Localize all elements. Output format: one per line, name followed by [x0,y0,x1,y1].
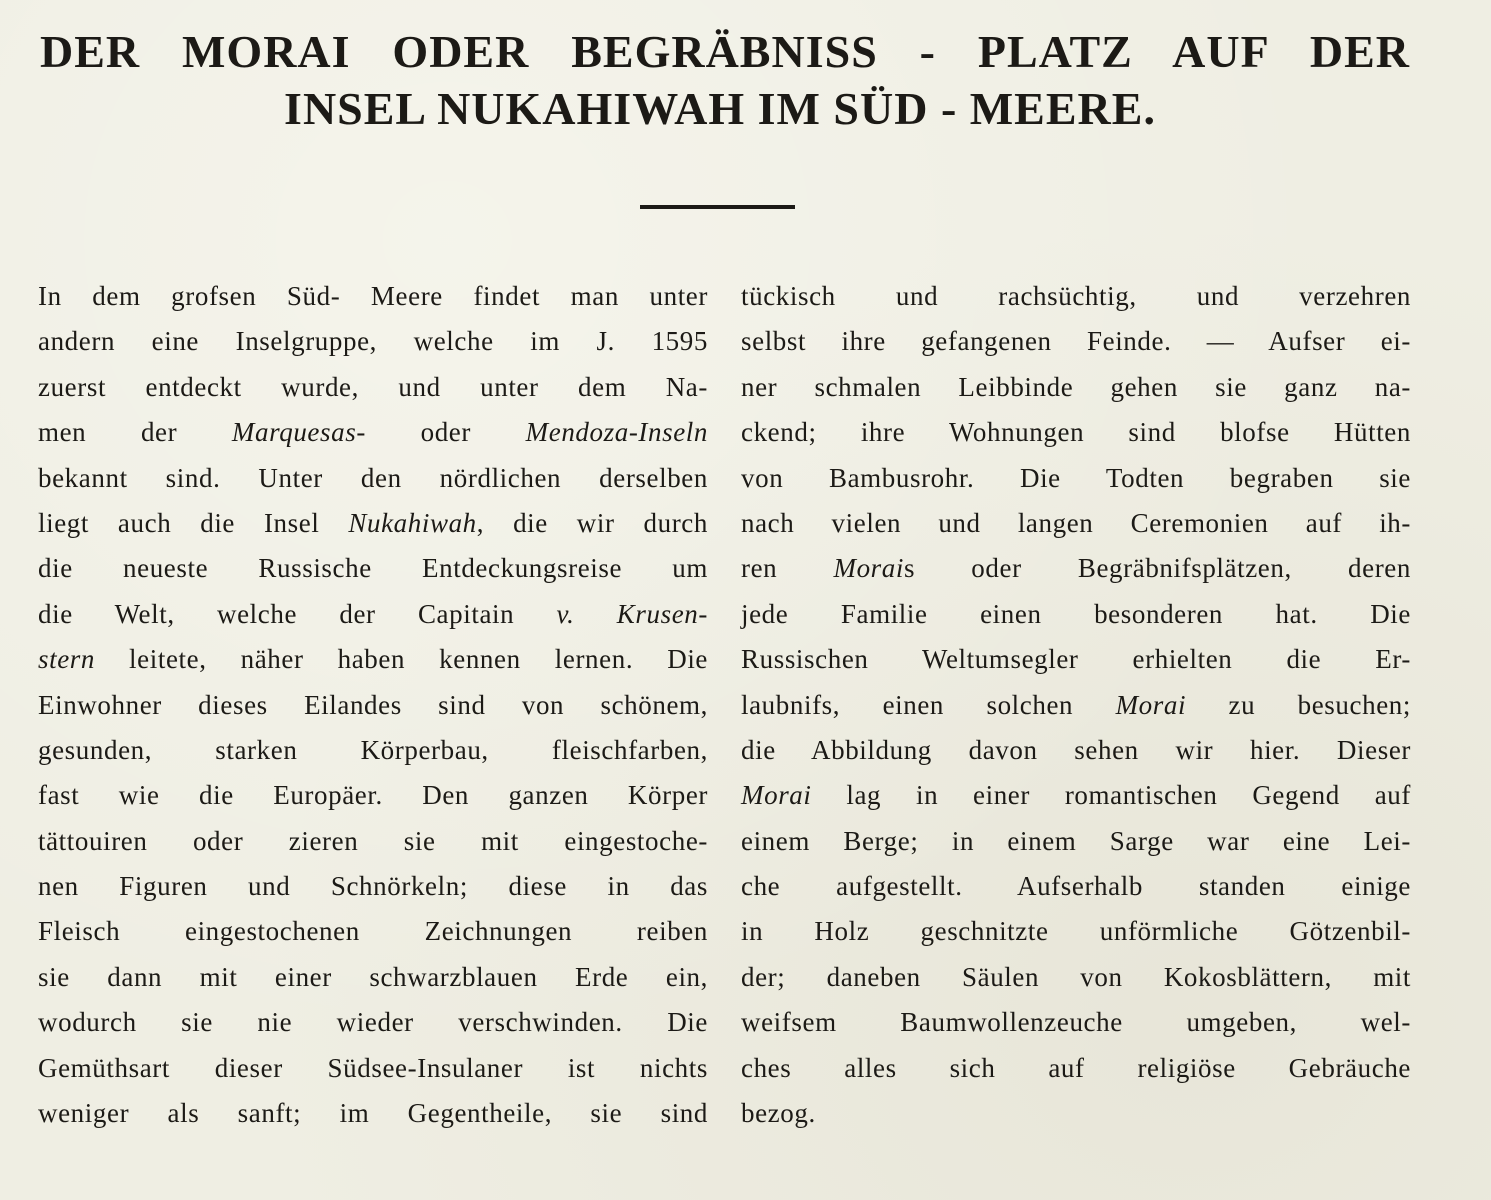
text-line: gesunden, starken Körperbau, fleischfarben, [38,734,708,765]
text-line: fast wie die Europäer. Den ganzen Körper [38,780,708,811]
text-line: tückisch und rachsüchtig, und verzehren [741,281,1411,311]
text-line: men der Marquesas- oder Mendoza-Inseln [38,417,709,448]
text-line: andern eine Inselgruppe, welche im J. 1595 [38,326,708,357]
text-line: nen Figuren und Schnörkeln; diese in das [38,871,708,902]
text-line: Fleisch eingestochenen Zeichnungen reiben [38,916,708,947]
text-line: bezog. [741,1098,816,1129]
text-line: laubnifs, einen solchen Morai zu besuchen; [741,689,1411,720]
text-line: in Holz geschnitzte unförmliche Götzenbil- [741,916,1411,947]
page-title-line-1: DER MORAI ODER BEGRÄBNISS - PLATZ AUF DER [40,26,1410,77]
text-line: jede Familie einen besonderen hat. Die [741,598,1411,629]
text-column-right [741,274,1411,1136]
text-line: ches alles sich auf religiöse Gebräuche [741,1052,1411,1083]
text-line: die Abbildung davon sehen wir hier. Dieser [741,734,1411,765]
text-line: ckend; ihre Wohnungen sind blofse Hütten [741,417,1411,448]
text-line: die neueste Russische Entdeckungsreise um [38,553,708,584]
text-line: che aufgestellt. Aufserhalb standen einige [741,871,1411,902]
text-line: stern leitete, näher haben kennen lernen. Die [38,644,708,675]
page-title-line-2: INSEL NUKAHIWAH IM SÜD - MEERE. [284,83,1156,134]
text-line: von Bambusrohr. Die Todten begraben sie [741,462,1411,493]
text-line: wodurch sie nie wieder verschwinden. Die [38,1007,708,1038]
text-line: zuerst entdeckt wurde, und unter dem Na- [38,371,708,402]
text-column-left [38,274,708,1136]
text-line: einem Berge; in einem Sarge war eine Lei- [741,825,1411,856]
text-line: Gemüthsart dieser Südsee-Insulaner ist nichts [38,1052,708,1083]
title-divider-rule [640,205,795,209]
text-line: Russischen Weltumsegler erhielten die Er- [741,644,1411,675]
text-line: weifsem Baumwollenzeuche umgeben, wel- [741,1007,1411,1038]
text-line: In dem grofsen Süd- Meere findet man unter [38,281,708,311]
text-line: ner schmalen Leibbinde gehen sie ganz na- [741,371,1411,402]
text-line: tättouiren oder zieren sie mit eingestoche- [38,825,708,856]
text-line: liegt auch die Insel Nukahiwah, die wir durch [38,507,708,538]
text-line: Einwohner dieses Eilandes sind von schönem, [38,689,708,720]
text-line: Morai lag in einer romantischen Gegend auf [741,780,1411,811]
text-line: bekannt sind. Unter den nördlichen derselben [38,462,708,493]
text-line: weniger als sanft; im Gegentheile, sie sind [38,1098,708,1129]
text-line: die Welt, welche der Capitain v. Krusen- [38,598,708,629]
text-line: sie dann mit einer schwarzblauen Erde ein, [38,961,708,992]
text-line: selbst ihre gefangenen Feinde. — Aufser ei- [741,326,1411,357]
text-line: ren Morais oder Begräbnifsplätzen, deren [741,553,1411,584]
text-line: der; daneben Säulen von Kokosblättern, mit [741,961,1411,992]
text-line: nach vielen und langen Ceremonien auf ih- [741,507,1411,538]
